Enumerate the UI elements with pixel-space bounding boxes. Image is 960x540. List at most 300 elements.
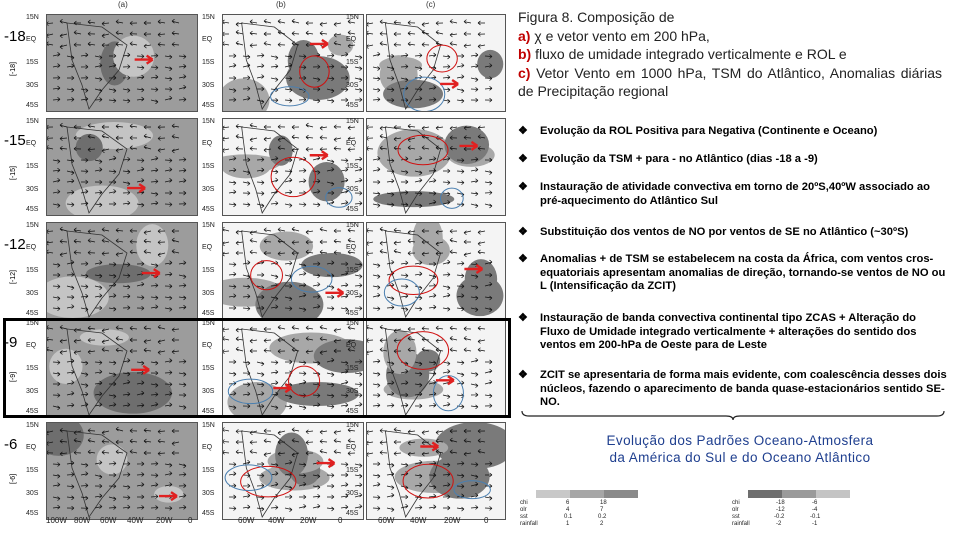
wind-vector bbox=[250, 20, 257, 24]
wind-vector bbox=[53, 76, 60, 80]
wind-vector bbox=[429, 505, 436, 509]
lon-tick: 20W bbox=[300, 516, 317, 525]
lat-tick: 45S bbox=[26, 206, 39, 214]
wind-vector bbox=[151, 179, 158, 183]
lat-tick: 15S bbox=[202, 466, 215, 474]
wind-vector bbox=[223, 42, 229, 46]
lat-tick: 45S bbox=[346, 102, 359, 110]
wind-vector bbox=[243, 203, 250, 207]
bullet-marker-icon: ❖ bbox=[518, 369, 528, 381]
legend-value: -4 bbox=[812, 507, 818, 513]
wind-vector bbox=[285, 99, 292, 103]
wind-vector bbox=[88, 20, 95, 24]
wind-vector bbox=[250, 147, 257, 151]
wind-vector bbox=[367, 228, 373, 232]
wind-vector bbox=[236, 134, 243, 138]
wind-vector bbox=[292, 19, 299, 23]
wind-vector bbox=[471, 192, 478, 196]
lat-tick: 15S bbox=[26, 266, 39, 274]
wind-vector bbox=[81, 53, 88, 57]
footer-title bbox=[560, 432, 920, 466]
legend-row-label: sst bbox=[520, 514, 528, 520]
wind-vector bbox=[123, 485, 130, 489]
row-day-label: -6 bbox=[4, 436, 18, 453]
wind-vector bbox=[373, 264, 380, 268]
wind-vector bbox=[306, 147, 313, 151]
lat-tick: 15S bbox=[202, 58, 215, 66]
wind-vector bbox=[320, 449, 327, 453]
wind-vector bbox=[485, 98, 492, 102]
wind-vector bbox=[264, 137, 271, 141]
wind-vector bbox=[123, 99, 130, 103]
wind-vector bbox=[348, 126, 355, 130]
wind-vector bbox=[165, 463, 172, 467]
wind-vector bbox=[478, 230, 485, 234]
wind-vector bbox=[348, 148, 355, 152]
wind-vector bbox=[367, 430, 373, 434]
wind-vector bbox=[47, 42, 53, 46]
wind-vector bbox=[74, 239, 81, 243]
caption-c-label: c) bbox=[518, 64, 531, 81]
wind-vector bbox=[464, 231, 471, 235]
wind-vector bbox=[165, 471, 172, 475]
wind-vector bbox=[81, 472, 88, 476]
map-panel bbox=[46, 422, 198, 520]
bullet-text: Substituição dos ventos de NO por ventos de SE no Atlântico (~30ºS) bbox=[540, 226, 909, 238]
wind-vector bbox=[130, 250, 137, 254]
lat-tick: 15S bbox=[346, 266, 359, 274]
wind-vector bbox=[158, 42, 165, 46]
map-panel bbox=[366, 422, 506, 520]
wind-vector bbox=[485, 171, 492, 175]
wind-vector bbox=[334, 138, 341, 142]
wind-vector bbox=[271, 275, 278, 279]
wind-vector bbox=[123, 170, 130, 174]
wind-vector bbox=[380, 249, 387, 253]
wind-vector bbox=[165, 77, 172, 81]
lon-tick: 40W bbox=[410, 516, 427, 525]
wind-vector bbox=[443, 169, 450, 173]
wind-vector bbox=[151, 462, 158, 466]
highlight-frame-day-9 bbox=[3, 318, 511, 418]
wind-vector bbox=[109, 99, 116, 103]
wind-vector bbox=[394, 249, 401, 253]
wind-vector bbox=[88, 438, 95, 442]
wind-vector bbox=[271, 64, 278, 68]
wind-vector bbox=[313, 494, 320, 498]
wind-vector bbox=[53, 483, 60, 487]
wind-vector bbox=[450, 238, 457, 242]
wind-vector bbox=[243, 181, 250, 185]
wind-vector bbox=[401, 284, 408, 288]
wind-vector bbox=[47, 241, 53, 245]
wind-vector bbox=[457, 99, 464, 103]
wind-vector bbox=[123, 88, 130, 92]
wind-vector bbox=[271, 78, 278, 82]
wind-vector bbox=[387, 463, 394, 467]
wind-vector bbox=[320, 22, 327, 26]
wind-vector bbox=[74, 30, 81, 34]
wind-vector bbox=[88, 229, 95, 233]
wind-vector bbox=[81, 496, 88, 500]
wind-vector bbox=[264, 32, 271, 36]
lat-tick: 15N bbox=[26, 421, 39, 429]
wind-vector bbox=[320, 227, 327, 231]
wind-vector bbox=[137, 97, 144, 101]
legend-value: 0.2 bbox=[598, 514, 607, 520]
wind-vector bbox=[401, 294, 408, 298]
wind-vector bbox=[172, 19, 179, 23]
wind-vector bbox=[367, 146, 373, 150]
wind-vector bbox=[165, 191, 172, 195]
wind-vector bbox=[485, 181, 492, 185]
wind-vector bbox=[81, 169, 88, 173]
wind-vector bbox=[334, 229, 341, 233]
wind-vector bbox=[229, 495, 236, 499]
wind-vector bbox=[60, 146, 67, 150]
wind-vector bbox=[60, 19, 67, 23]
wind-vector bbox=[415, 178, 422, 182]
wind-vector bbox=[81, 463, 88, 467]
wind-vector bbox=[373, 285, 380, 289]
column-c-label: (c) bbox=[426, 0, 436, 9]
wind-vector bbox=[327, 307, 334, 311]
wind-vector bbox=[53, 474, 60, 478]
legend-row-label: rainfall bbox=[732, 521, 750, 527]
anomaly-shading bbox=[136, 224, 168, 266]
wind-vector bbox=[367, 452, 373, 456]
wind-vector bbox=[334, 239, 341, 243]
wind-vector bbox=[250, 238, 257, 242]
anomaly-shading bbox=[223, 78, 269, 111]
wind-vector bbox=[380, 241, 387, 245]
wind-vector bbox=[151, 100, 158, 104]
lat-tick: 15N bbox=[346, 421, 359, 429]
caption-a-text: χ e vetor vento em 200 hPa, bbox=[530, 27, 710, 44]
wind-vector bbox=[394, 440, 401, 444]
wind-vector bbox=[67, 179, 74, 183]
wind-vector bbox=[250, 449, 257, 453]
lat-tick: 30S bbox=[346, 289, 359, 297]
wind-vector bbox=[81, 483, 88, 487]
wind-vector bbox=[373, 167, 380, 171]
wind-vector bbox=[457, 54, 464, 58]
wind-vector bbox=[264, 429, 271, 433]
lat-tick: 15N bbox=[202, 13, 215, 21]
lat-tick: 15S bbox=[26, 364, 39, 372]
lat-tick: 30S bbox=[202, 489, 215, 497]
wind-vector bbox=[485, 496, 492, 500]
wind-vector bbox=[450, 42, 457, 46]
wind-vector bbox=[130, 21, 137, 25]
wind-vector bbox=[415, 272, 422, 276]
lat-tick: 30S bbox=[202, 81, 215, 89]
wind-vector bbox=[373, 180, 380, 184]
lat-tick: EQ bbox=[346, 139, 357, 147]
wind-vector bbox=[401, 308, 408, 312]
wind-vector bbox=[373, 77, 380, 81]
red-wind-arrow bbox=[325, 289, 343, 297]
wind-vector bbox=[443, 293, 450, 297]
wind-vector bbox=[67, 506, 74, 510]
wind-vector bbox=[179, 202, 186, 206]
bullet-text: Evolução da ROL Positiva para Negativa (Continente e Oceano) bbox=[540, 125, 878, 137]
bullet-marker-icon: ❖ bbox=[518, 153, 528, 165]
wind-vector bbox=[102, 34, 109, 38]
lat-tick: EQ bbox=[202, 35, 213, 43]
wind-vector bbox=[313, 156, 320, 160]
row-day-sublabel: [-18] bbox=[10, 61, 17, 76]
lon-tick: 80W bbox=[74, 516, 91, 525]
bullet-item bbox=[518, 181, 948, 208]
wind-vector bbox=[229, 472, 236, 476]
wind-vector bbox=[123, 182, 130, 186]
lon-tick: 0 bbox=[484, 516, 489, 525]
wind-vector bbox=[443, 272, 450, 276]
wind-vector bbox=[179, 64, 186, 68]
wind-vector bbox=[53, 64, 60, 68]
legend-swatch bbox=[816, 490, 850, 498]
wind-vector bbox=[471, 204, 478, 208]
wind-vector bbox=[355, 67, 362, 71]
wind-vector bbox=[264, 125, 271, 129]
wind-vector bbox=[320, 31, 327, 35]
wind-vector bbox=[179, 157, 186, 161]
wind-vector bbox=[116, 228, 123, 232]
wind-vector bbox=[109, 89, 116, 93]
wind-vector bbox=[223, 242, 229, 246]
wind-vector bbox=[278, 227, 285, 231]
wind-vector bbox=[271, 56, 278, 60]
wind-vector bbox=[130, 229, 137, 233]
wind-vector bbox=[450, 250, 457, 254]
wind-vector bbox=[95, 260, 102, 264]
wind-vector bbox=[123, 306, 130, 310]
wind-vector bbox=[158, 125, 165, 129]
wind-vector bbox=[387, 486, 394, 490]
wind-vector bbox=[422, 126, 429, 130]
highlight-circle-red bbox=[389, 266, 438, 294]
bullet-item bbox=[518, 312, 948, 353]
footer-line-1: Evolução dos Padrões Oceano-Atmosfera bbox=[606, 433, 874, 448]
wind-vector bbox=[67, 88, 74, 92]
lat-tick: 15S bbox=[26, 162, 39, 170]
wind-vector bbox=[457, 181, 464, 185]
wind-vector bbox=[179, 505, 186, 509]
wind-vector bbox=[151, 168, 158, 172]
legend-swatch bbox=[604, 490, 638, 498]
wind-vector bbox=[172, 124, 179, 128]
wind-vector bbox=[144, 32, 151, 36]
wind-vector bbox=[47, 230, 53, 234]
wind-vector bbox=[292, 227, 299, 231]
wind-vector bbox=[67, 461, 74, 465]
wind-vector bbox=[373, 495, 380, 499]
wind-vector bbox=[60, 239, 67, 243]
wind-vector bbox=[236, 450, 243, 454]
wind-vector bbox=[367, 242, 373, 246]
bullet-marker-icon: ❖ bbox=[518, 226, 528, 238]
wind-vector bbox=[457, 261, 464, 265]
lat-tick: 15S bbox=[202, 162, 215, 170]
anomaly-shading bbox=[412, 236, 450, 266]
wind-vector bbox=[53, 178, 60, 182]
wind-vector bbox=[144, 145, 151, 149]
legend-value: 4 bbox=[566, 507, 570, 513]
wind-vector bbox=[109, 180, 116, 184]
wind-vector bbox=[341, 462, 348, 466]
legend-swatch bbox=[748, 490, 782, 498]
wind-vector bbox=[102, 22, 109, 26]
wind-vector bbox=[123, 285, 130, 289]
wind-vector bbox=[95, 494, 102, 498]
lat-tick: 15N bbox=[346, 319, 359, 327]
lat-tick: 15N bbox=[346, 13, 359, 21]
bullet-text: Instauração de atividade convectiva em torno de 20ºS,40ºW associado ao pré-aquecimento do Atlântico Sul bbox=[540, 181, 930, 207]
wind-vector bbox=[429, 293, 436, 297]
lat-tick: 45S bbox=[26, 102, 39, 110]
lat-tick: 15N bbox=[202, 221, 215, 229]
wind-vector bbox=[137, 483, 144, 487]
wind-vector bbox=[88, 238, 95, 242]
anomaly-shading bbox=[47, 423, 84, 456]
wind-vector bbox=[67, 171, 74, 175]
curly-brace-icon bbox=[521, 410, 945, 420]
lon-tick: 60W bbox=[378, 516, 395, 525]
lat-tick: 30S bbox=[202, 289, 215, 297]
lat-tick: 15N bbox=[202, 319, 215, 327]
legend-value: -0.1 bbox=[810, 514, 821, 520]
wind-vector bbox=[137, 472, 144, 476]
wind-vector bbox=[355, 157, 362, 161]
wind-vector bbox=[471, 505, 478, 509]
lat-tick: EQ bbox=[202, 341, 213, 349]
wind-vector bbox=[285, 204, 292, 208]
bullet-item bbox=[518, 153, 948, 167]
wind-vector bbox=[292, 428, 299, 432]
wind-vector bbox=[285, 261, 292, 265]
wind-vector bbox=[165, 261, 172, 265]
wind-vector bbox=[250, 440, 257, 444]
legend-value: -0.2 bbox=[774, 514, 785, 520]
wind-vector bbox=[471, 53, 478, 57]
wind-vector bbox=[285, 508, 292, 512]
wind-vector bbox=[471, 168, 478, 172]
wind-vector bbox=[334, 450, 341, 454]
lon-tick: 20W bbox=[444, 516, 461, 525]
wind-vector bbox=[53, 190, 60, 194]
wind-vector bbox=[53, 159, 60, 163]
legend-swatch bbox=[782, 490, 816, 498]
wind-vector bbox=[485, 506, 492, 510]
wind-vector bbox=[53, 97, 60, 101]
wind-vector bbox=[478, 44, 485, 48]
wind-vector bbox=[394, 32, 401, 36]
lat-tick: 30S bbox=[346, 489, 359, 497]
wind-vector bbox=[457, 507, 464, 511]
wind-vector bbox=[278, 19, 285, 23]
figure-caption bbox=[518, 8, 942, 101]
wind-vector bbox=[306, 230, 313, 234]
highlight-circle-red bbox=[427, 45, 457, 72]
lat-tick: 30S bbox=[26, 185, 39, 193]
legend-row-label: olr bbox=[732, 507, 739, 513]
wind-vector bbox=[165, 67, 172, 71]
wind-vector bbox=[172, 134, 179, 138]
wind-vector bbox=[292, 31, 299, 35]
wind-vector bbox=[47, 34, 53, 38]
colorbar-legend-negative bbox=[732, 490, 932, 534]
wind-vector bbox=[165, 167, 172, 171]
wind-vector bbox=[229, 181, 236, 185]
wind-vector bbox=[401, 180, 408, 184]
wind-vector bbox=[81, 65, 88, 69]
lat-tick: 15S bbox=[346, 466, 359, 474]
anomaly-shading bbox=[86, 264, 151, 283]
wind-vector bbox=[179, 261, 186, 265]
wind-vector bbox=[179, 85, 186, 89]
wind-vector bbox=[179, 464, 186, 468]
wind-vector bbox=[236, 147, 243, 151]
wind-vector bbox=[53, 263, 60, 267]
wind-vector bbox=[47, 250, 53, 254]
legend-swatch bbox=[536, 490, 570, 498]
wind-vector bbox=[422, 43, 429, 47]
wind-vector bbox=[67, 472, 74, 476]
wind-vector bbox=[320, 439, 327, 443]
wind-vector bbox=[67, 76, 74, 80]
lat-tick: 45S bbox=[202, 408, 215, 416]
wind-vector bbox=[151, 483, 158, 487]
wind-vector bbox=[172, 442, 179, 446]
wind-vector bbox=[109, 484, 116, 488]
map-panel bbox=[222, 222, 364, 320]
wind-vector bbox=[457, 63, 464, 67]
wind-vector bbox=[123, 505, 130, 509]
wind-vector bbox=[123, 496, 130, 500]
wind-vector bbox=[327, 99, 334, 103]
legend-row-label: sst bbox=[732, 514, 740, 520]
wind-vector bbox=[137, 158, 144, 162]
wind-vector bbox=[348, 451, 355, 455]
bullet-text: ZCIT se apresentaria de forma mais evidente, com coalescência desses dois núcleos, fazendo o aparecimento de banda quase-estacionários sentido SE-NO. bbox=[540, 369, 947, 408]
lat-tick: 15S bbox=[346, 364, 359, 372]
wind-vector bbox=[179, 179, 186, 183]
wind-vector bbox=[172, 42, 179, 46]
lon-tick: 20W bbox=[156, 516, 173, 525]
wind-vector bbox=[327, 53, 334, 57]
wind-vector bbox=[471, 87, 478, 91]
wind-vector bbox=[485, 191, 492, 195]
wind-vector bbox=[53, 168, 60, 172]
wind-vector bbox=[53, 273, 60, 277]
wind-vector bbox=[299, 169, 306, 173]
wind-vector bbox=[243, 261, 250, 265]
map-panel bbox=[222, 14, 364, 112]
wind-vector bbox=[380, 32, 387, 36]
wind-vector bbox=[415, 53, 422, 57]
lat-tick: 15S bbox=[202, 266, 215, 274]
row-day-sublabel: [-6] bbox=[10, 473, 17, 484]
legend-row-label: chi bbox=[732, 500, 740, 506]
wind-vector bbox=[373, 462, 380, 466]
wind-vector bbox=[299, 504, 306, 508]
wind-vector bbox=[408, 42, 415, 46]
column-b-label: (b) bbox=[276, 0, 286, 9]
wind-vector bbox=[327, 495, 334, 499]
map-panel bbox=[366, 14, 506, 112]
wind-vector bbox=[394, 427, 401, 431]
